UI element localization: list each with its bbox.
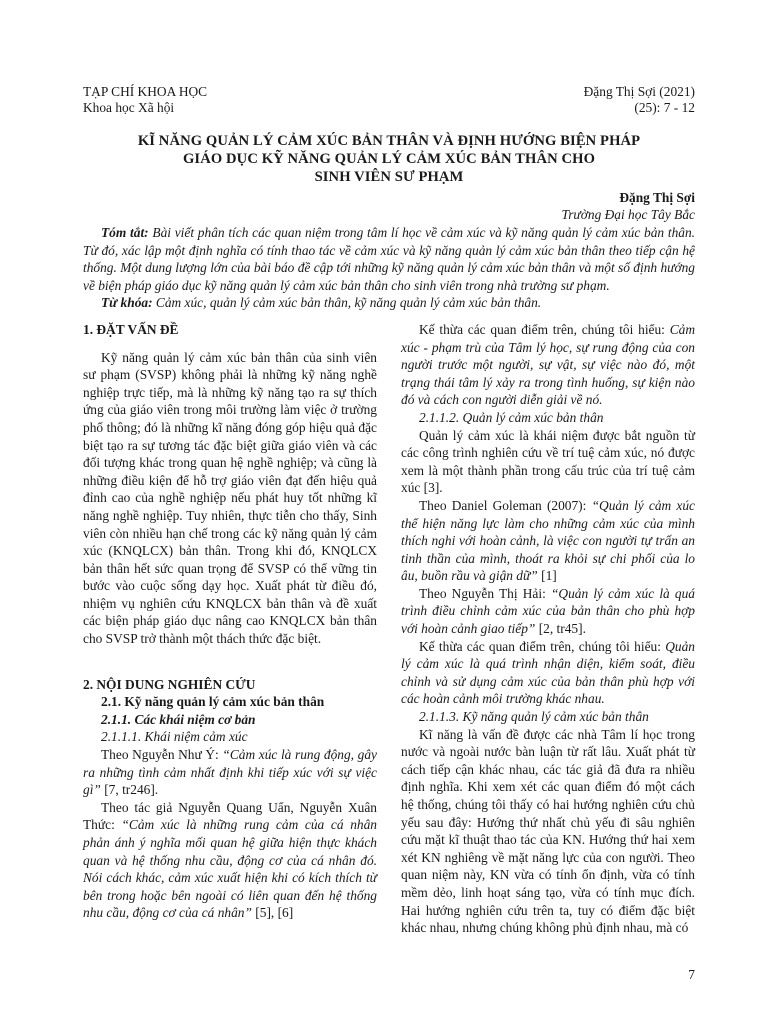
- paragraph-thi-hai-cite: [2, tr45].: [535, 621, 586, 637]
- paragraph-thi-hai-quote: “Quản lý cảm xúc là quá trình điều chỉnh cảm xúc của bản thân cho phù hợp với hoàn cảnh giao tiếp”: [401, 585, 695, 637]
- definition-management-lead: Kế thừa các quan điểm trên, chúng tôi hiểu:: [419, 638, 666, 654]
- title-line-2: GIÁO DỤC KỸ NĂNG QUẢN LÝ CẢM XÚC BẢN THÂN CHO: [182, 151, 596, 167]
- paragraph-quang-uan-quote: “Cảm xúc là những rung cảm của cá nhân phản ánh ý nghĩa mối quan hệ giữa hiện thực khách quan và hệ thống nhu cầu, động cơ của cá nhân đó. Nói cách khác, cảm xúc xuất hiện khi có kích thích từ bên trong hoặc bên ngoài có liên quan đến hệ thống nhu cầu, động cơ của cá nhân”: [83, 817, 377, 921]
- paragraph-nhu-y-cite: [7, tr246].: [100, 782, 159, 798]
- subsection-heading-2-1: 2.1. Kỹ năng quản lý cảm xúc bản thân: [101, 694, 325, 710]
- title-line-1: KĨ NĂNG QUẢN LÝ CẢM XÚC BẢN THÂN VÀ ĐỊNH HƯỚNG BIỆN PHÁP: [137, 133, 641, 149]
- running-header: [83, 84, 695, 116]
- journal-field: Khoa học Xã hội: [83, 100, 175, 115]
- paragraph-goleman-cite: [1]: [537, 568, 557, 584]
- paragraph-skill: Kĩ năng là vấn đề được các nhà Tâm lí học trong nước và ngoài nước bàn luận từ rất lâu. Xuất phát từ cách tiếp cận khác nhau, các tác giả đã đưa ra nhiều định nghĩa. Khi xem xét các quan điểm đó một cách hệ thống, chúng tôi thấy có hai hướng nghiên cứu chủ yếu sau đây: Hướng thứ nhất chủ yếu đi sâu nghiên cứu mặt kĩ thuật thao tác của KN. Hướng thứ hai xem xét KN nghiêng về mặt năng lực của con người. Theo quan niệm này, KN vừa có tính ổn định, vừa có tính mềm dẻo, linh hoạt sáng tạo, vừa có tính mục đích. Hai hướng nghiên cứu trên ta, tuy có điểm đặc biệt khác nhau, nhưng chúng không phủ định nhau, mà có: [401, 726, 695, 936]
- abstract: [83, 224, 695, 294]
- author-name: Đặng Thị Sợi: [619, 190, 695, 205]
- section-heading-2: 2. NỘI DUNG NGHIÊN CỨU: [83, 676, 256, 692]
- keywords: [83, 294, 695, 312]
- paragraph-thi-hai: [401, 585, 695, 638]
- paragraph-thi-hai-lead: Theo Nguyễn Thị Hải:: [419, 585, 551, 601]
- journal-name: TẠP CHÍ KHOA HỌC: [83, 84, 208, 99]
- paragraph-nhu-y-quote: “Cảm xúc là rung động, gây ra những tình cảm nhất định khi tiếp xúc với sự việc gì”: [83, 747, 377, 798]
- header-right: [584, 84, 695, 116]
- paragraph-goleman-quote: “Quản lý cảm xúc thể hiện năng lực làm cho những cảm xúc của mình thích nghi với hoàn cảnh, là việc con người tự trấn an tinh thần của mình, thoát ra khỏi sự chi phối của lo âu, buồn rầu và giận dữ”: [401, 497, 695, 584]
- author-affiliation: Trường Đại học Tây Bắc: [561, 207, 695, 222]
- left-column: [83, 321, 377, 937]
- paragraph-quang-uan-cite: [5], [6]: [251, 905, 294, 921]
- subsection-heading-2-1-1-2: 2.1.1.2. Quản lý cảm xúc bản thân: [419, 409, 604, 425]
- subsection-heading-2-1-1: 2.1.1. Các khái niệm cơ bản: [101, 711, 256, 727]
- abstract-label: Tóm tắt:: [101, 225, 149, 240]
- section-heading-1: 1. ĐẶT VẤN ĐỀ: [83, 321, 179, 337]
- page-number: 7: [688, 967, 695, 982]
- paragraph-quang-uan: [83, 799, 377, 922]
- page: [83, 84, 695, 937]
- header-left: [83, 84, 207, 116]
- paragraph-goleman-lead: Theo Daniel Goleman (2007):: [419, 497, 592, 513]
- body-columns: [83, 321, 695, 937]
- paragraph-goleman: [401, 497, 695, 585]
- definition-emotion-lead: Kế thừa các quan điểm trên, chúng tôi hiểu:: [419, 321, 670, 337]
- header-issue-pages: (25): 7 - 12: [634, 100, 695, 115]
- keywords-text: Cảm xúc, quản lý cảm xúc bản thân, kỹ năng quản lý cảm xúc bản thân.: [152, 295, 542, 311]
- paragraph-nhu-y-lead: Theo Nguyễn Như Ý:: [101, 747, 223, 763]
- subsection-heading-2-1-1-3: 2.1.1.3. Kỹ năng quản lý cảm xúc bản thân: [419, 709, 649, 725]
- header-author-year: Đặng Thị Sợi (2021): [583, 84, 695, 99]
- paragraph-emotion-management: Quản lý cảm xúc là khái niệm được bắt nguồn từ các công trình nghiên cứu về trí tuệ cảm xúc, nó được xem là một thành phần trong cấu trúc của trí tuệ cảm xúc [3].: [401, 427, 695, 496]
- article-title: [83, 132, 695, 186]
- abstract-text: Bài viết phân tích các quan niệm trong tâm lí học về cảm xúc và kỹ năng quản lý cảm xúc bản thân. Từ đó, xác lập một định nghĩa có tính thao tác về cảm xúc và kỹ năng quản lý cảm xúc bản thân theo tiếp cận hệ thống. Một dung lượng lớn của bài báo đề cập tới những kỹ năng quản lý cảm xúc bản thân và một số định hướng về biện pháp giáo dục kỹ năng quản lý cảm xúc bản thân cho sinh viên trong nhà trường sư phạm.: [83, 225, 696, 293]
- definition-management-text: Quản lý cảm xúc là quá trình nhận diện, kiểm soát, điều chỉnh và sử dụng cảm xúc của bản thân phù hợp với các hoàn cảnh môi trường khác nhau.: [401, 638, 695, 707]
- right-column: [401, 321, 695, 937]
- paragraph-definition-emotion: [401, 321, 695, 409]
- paragraph-nhu-y: [83, 746, 377, 799]
- paragraph-definition-management: [401, 638, 695, 708]
- subsection-heading-2-1-1-1: 2.1.1.1. Khái niệm cảm xúc: [101, 729, 248, 745]
- intro-paragraph: Kỹ năng quản lý cảm xúc bản thân của sinh viên sư phạm (SVSP) không phải là những kỹ năng nghề nghiệp trực tiếp, mà là những kỹ năng tạo ra sự thích ứng của giáo viên trong môi trường làm việc ở trường phổ thông; đó là những kĩ năng đóng góp hiệu quả đặc biệt tạo ra sự tương tác đặc biệt giữa giáo viên và các đối tượng khác trong quan hệ nghề nghiệp; và cũng là những điều kiện để hỗ trợ giáo viên đạt đến hiệu quả đỉnh cao của nghề nghiệp nếu phát huy tốt những kĩ năng nghề nghiệp. Tuy nhiên, thực tiễn cho thấy, Sinh viên còn nhiều hạn chế trong các kỹ năng quản lý cảm xúc (KNQLCX) bản thân. Trong khi đó, KNQLCX bản thân hết sức quan trọng để SVSP có thể vững tin bước vào cuộc sống dạy học. Xuất phát từ điều đó, nhiệm vụ nghiên cứu KNQLCX bản thân và đề xuất các biện pháp giáo dục nâng cao KNQLCX bản thân cho SVSP trở thành một thách thức đặc biệt.: [83, 349, 377, 647]
- definition-emotion-text: Cảm xúc - phạm trù của Tâm lý học, sự rung động của con người trước một người, sự vật, sự việc nào đó, một trạng thái tâm lý xảy ra trong tình huống, sự kiện nào đó và cách con người diễn giải về nó.: [401, 321, 695, 408]
- title-line-3: SINH VIÊN SƯ PHẠM: [314, 169, 464, 185]
- paragraph-quang-uan-lead: Theo tác giả Nguyễn Quang Uẩn, Nguyễn Xuân Thức:: [83, 799, 377, 833]
- keywords-label: Từ khóa:: [101, 295, 153, 311]
